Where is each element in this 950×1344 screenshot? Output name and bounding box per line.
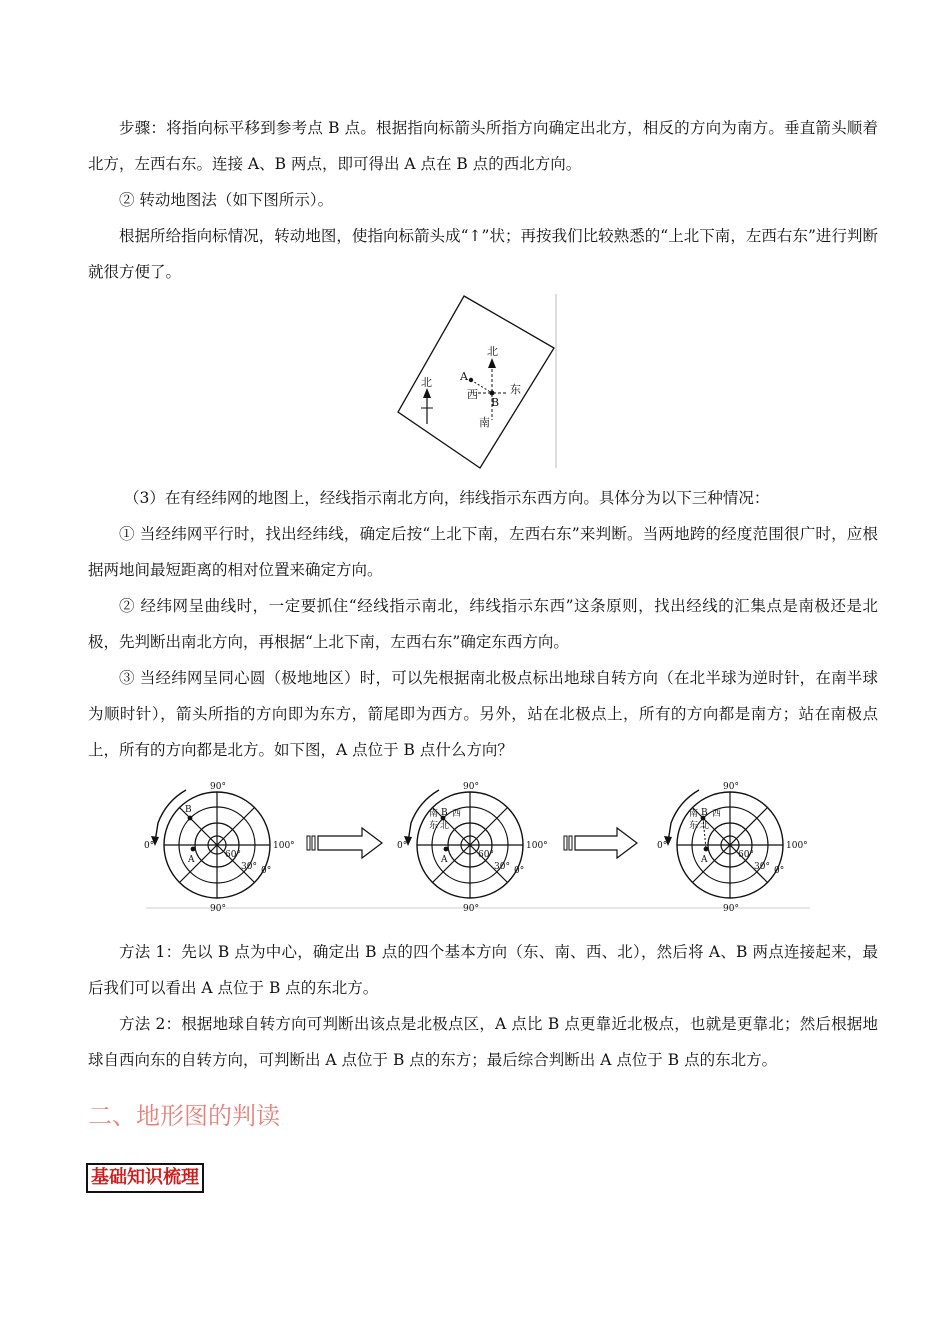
paragraph-graticule-intro: （3）在有经纬网的地图上，经线指示南北方向，纬线指示东西方向。具体分为以下三种情况：: [124, 489, 770, 507]
latitude-0-label: 0°: [514, 866, 525, 876]
paragraph-method-1: 方法 1：先以 B 点为中心，确定出 B 点的四个基本方向（东、南、西、北），然后将 A、B 两点连接起来，最后我们可以看出 A 点位于 B 点的东北方。: [88, 943, 878, 997]
latitude-60-label: 60°: [738, 850, 754, 860]
latitude-60-label: 60°: [225, 850, 241, 860]
point-a-label: A: [701, 855, 708, 865]
east-label: 东: [429, 821, 439, 831]
point-a-label: A: [188, 855, 195, 865]
paragraph-steps: 步骤：将指向标平移到参考点 B 点。根据指向标箭头所指方向确定出北方，相反的方向为南方。垂直箭头顺着北方，左西右东。连接 A、B 两点，即可得出 A 点在 B 点的西北方向。: [88, 119, 878, 173]
boxed-heading: 基础知识梳理: [86, 1163, 204, 1193]
polar-diagram-1: [144, 782, 295, 914]
latitude-0-label: 0°: [261, 866, 272, 876]
north-label: 北: [700, 821, 710, 831]
paragraph-method-2: 方法 2：根据地球自转方向可判断出该点是北极点区，A 点比 B 点更靠近北极点，也就是更靠北；然后根据地球自西向东的自转方向，可判断出 A 点位于 B 点的东方；最后综合判断出 A 点位于 B 点的东北方。: [88, 1015, 878, 1069]
degree-100-label: 100°: [526, 841, 548, 851]
degree-90-bottom-label: 90°: [723, 904, 739, 914]
paragraph-rotate-map: ② 转动地图法（如下图所示）。: [119, 191, 334, 209]
point-b-label: B: [185, 805, 192, 815]
point-b-label: B: [491, 396, 500, 409]
latitude-30-label: 30°: [241, 862, 257, 872]
point-b-label: B: [441, 808, 448, 818]
degree-0-left-label: 0°: [657, 841, 668, 851]
point-a-label: A: [441, 855, 448, 865]
east-label: 东: [510, 383, 521, 396]
north-label: 北: [440, 821, 450, 831]
paragraph-concentric-grid: ③ 当经纬网呈同心圆（极地地区）时，可以先根据南北极点标出地球自转方向（在北半球为逆时针，在南半球为顺时针），箭头所指的方向即为东方，箭尾即为西方。另外，站在北极点上，所有的方向都是南方；站在南极点上，所有的方向都是北方。如下图，A 点位于 B 点什么方向？: [88, 669, 878, 759]
paragraph-parallel-grid: ① 当经纬网平行时，找出经纬线，确定后按“上北下南，左西右东”来判断。当两地跨的经度范围很广时，应根据两地间最短距离的相对位置来确定方向。: [88, 525, 878, 579]
west-label: 西: [467, 388, 478, 401]
polar-diagram-3: [657, 782, 808, 914]
point-a-dot: [191, 847, 196, 852]
south-label: 南: [689, 809, 699, 819]
degree-90-bottom-label: 90°: [463, 904, 479, 914]
transition-arrow-1: [307, 828, 382, 858]
transition-arrow-2: [564, 828, 637, 858]
point-b-label: B: [701, 808, 708, 818]
point-b-dot: [490, 391, 495, 396]
north-arrowhead: [488, 358, 496, 368]
west-label: 西: [452, 809, 462, 819]
section-heading: 二、地形图的判读: [88, 1102, 280, 1130]
point-a-dot: [444, 847, 449, 852]
degree-90-bottom-label: 90°: [210, 904, 226, 914]
north-indicator-arrowhead: [423, 388, 431, 398]
polar-projection-figure: [146, 770, 812, 915]
north-label: 北: [487, 345, 498, 358]
latitude-30-label: 30°: [494, 862, 510, 872]
point-a-dot: [704, 847, 709, 852]
paragraph-rotate-explain: 根据所给指向标情况，转动地图，使指向标箭头成“↑”状；再按我们比较熟悉的“上北下南，左西右东”进行判断就很方便了。: [88, 227, 878, 281]
polar-diagram-2: [397, 782, 548, 914]
paragraph-curved-grid: ② 经纬网呈曲线时，一定要抓住“经线指示南北，纬线指示东西”这条原则，找出经线的汇集点是南极还是北极，先判断出南北方向，再根据“上北下南，左西右东”确定东西方向。: [88, 597, 878, 651]
degree-90-top-label: 90°: [210, 782, 226, 792]
point-a-dot: [469, 378, 473, 382]
point-b-dot: [188, 816, 193, 821]
degree-90-top-label: 90°: [723, 782, 739, 792]
latitude-0-label: 0°: [774, 866, 785, 876]
south-label: 南: [429, 809, 439, 819]
indicator-north-label: 北: [421, 376, 432, 389]
rotated-map-figure: [392, 292, 562, 472]
point-a-label: A: [460, 370, 468, 383]
degree-0-left-label: 0°: [397, 841, 408, 851]
degree-90-top-label: 90°: [463, 782, 479, 792]
latitude-30-label: 30°: [754, 862, 770, 872]
degree-100-label: 100°: [786, 841, 808, 851]
west-label: 西: [712, 809, 722, 819]
east-label: 东: [689, 821, 699, 831]
latitude-60-label: 60°: [478, 850, 494, 860]
south-label: 南: [479, 416, 490, 429]
degree-100-label: 100°: [273, 841, 295, 851]
degree-0-left-label: 0°: [144, 841, 155, 851]
rotation-arrow: [155, 790, 186, 842]
